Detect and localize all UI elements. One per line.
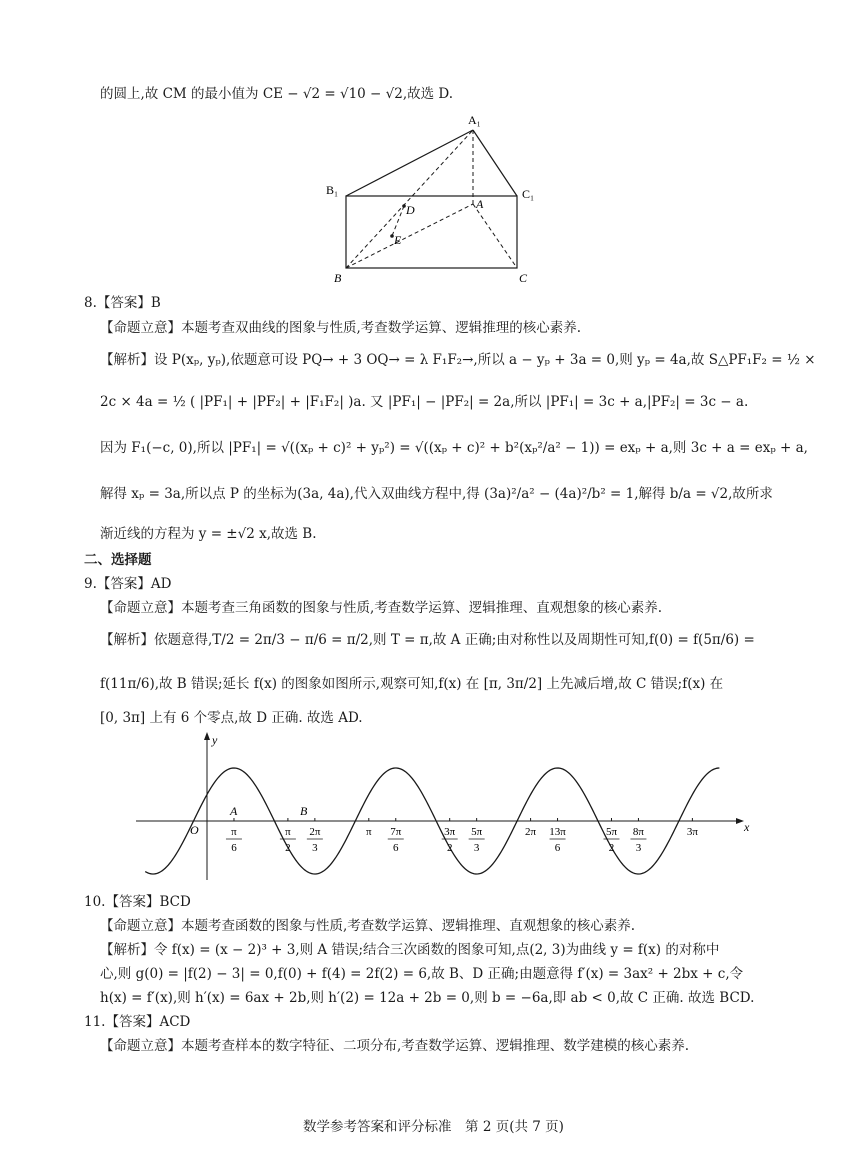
x-tick-label-num-7: 2π	[525, 826, 537, 838]
text-line-21: 【命题立意】本题考查样本的数字特征、二项分布,考查数学运算、逻辑推理、数学建模的核心素养.	[100, 1038, 690, 1054]
point-b-label: B	[300, 804, 308, 818]
x-tick-label-den-4: 6	[393, 842, 399, 854]
text-line-2: 8.【答案】B	[84, 295, 161, 311]
function-graph	[120, 730, 760, 885]
label-a: A	[476, 197, 484, 211]
x-tick-label-num-9: 5π	[605, 826, 618, 838]
text-line-12: 【解析】依题意得,T/2 = 2π/3 − π/6 = π/2,则 T = π,故 A 正确;由对称性以及周期性可知,f(0) = f(5π/6) =	[100, 632, 755, 648]
text-line-11: 【命题立意】本题考查三角函数的图象与性质,考查数学运算、逻辑推理、直观想象的核心素养.	[100, 600, 663, 616]
x-tick-label-den-8: 6	[554, 842, 561, 854]
text-line-8: 渐近线的方程为 y = ±√2 x,故选 B.	[100, 526, 317, 542]
x-axis-arrow-icon	[736, 818, 744, 824]
face-bb1c1c	[346, 196, 517, 268]
text-line-18: 心,则 g(0) = |f(2) − 3| = 0,f(0) + f(4) = 2f(2) = 6,故 B、D 正确;由题意得 f′(x) = 3ax² + 2bx + c,令	[100, 966, 744, 982]
edge-a1-c1	[473, 130, 517, 196]
label-d: D	[406, 203, 415, 217]
x-tick-label-den-1: 2	[285, 842, 291, 854]
x-tick-label-den-10: 3	[635, 842, 642, 854]
section-heading: 二、选择题	[84, 552, 152, 568]
text-line-15: 10.【答案】BCD	[84, 894, 191, 910]
text-line-7: 解得 xₚ = 3a,所以点 P 的坐标为(3a, 4a),代入双曲线方程中,得 (3a)²/a² − (4a)²/b² = 1,解得 b/a = √2,故所求	[100, 486, 773, 502]
text-line-16: 【命题立意】本题考查函数的图象与性质,考查数学运算、逻辑推理、直观想象的核心素养.	[100, 918, 636, 934]
text-line-4: 【解析】设 P(xₚ, yₚ),依题意可设 PQ→ + 3 OQ→ = λ F₁F₂→,所以 a − yₚ + 3a = 0,则 yₚ = 4a,故 S△PF₁F₂ = ½ ×	[100, 352, 816, 368]
text-line-1: 的圆上,故 CM 的最小值为 CE − √2 = √10 − √2,故选 D.	[100, 86, 454, 102]
prism-figure	[320, 110, 550, 290]
text-line-17: 【解析】令 f(x) = (x − 2)³ + 3,则 A 错误;结合三次函数的图象可知,点(2, 3)为曲线 y = f(x) 的对称中	[100, 942, 720, 958]
text-line-5: 2c × 4a = ½ ( |PF₁| + |PF₂| + |F₁F₂| )a. 又 |PF₁| − |PF₂| = 2a,所以 |PF₁| = 3c + a,|PF₂| = 3c − a.	[100, 394, 749, 410]
x-axis-label: x	[744, 820, 750, 834]
segment-d-e	[392, 206, 404, 236]
x-tick-label-den-5: 2	[446, 842, 453, 854]
x-tick-label-num-1: π	[285, 826, 291, 838]
edge-b-a1	[346, 130, 473, 268]
x-tick-label-den-2: 3	[312, 842, 318, 854]
text-line-20: 11.【答案】ACD	[84, 1014, 191, 1030]
x-tick-label-num-6: 5π	[471, 826, 483, 838]
label-b1: B₁	[326, 183, 339, 197]
text-line-10: 9.【答案】AD	[84, 576, 172, 592]
label-a1: A₁	[468, 113, 481, 127]
y-axis-arrow-icon	[204, 732, 210, 740]
text-line-3: 【命题立意】本题考查双曲线的图象与性质,考查数学运算、逻辑推理的核心素养.	[100, 320, 582, 336]
text-line-13: f(11π/6),故 B 错误;延长 f(x) 的图象如图所示,观察可知,f(x) 在 [π, 3π/2] 上先减后增,故 C 错误;f(x) 在	[100, 676, 724, 692]
label-c1: C₁	[522, 187, 535, 201]
point-a-label: A	[230, 804, 238, 818]
edge-a-c	[473, 204, 517, 268]
x-tick-label-den-0: 6	[231, 842, 237, 854]
edge-b1-a1	[346, 130, 473, 196]
x-tick-label-num-0: π	[231, 826, 237, 838]
text-line-6: 因为 F₁(−c, 0),所以 |PF₁| = √((xₚ + c)² + yₚ²) = √((xₚ + c)² + b²(xₚ²/a² − 1)) = exₚ + a,则 3c + a = exₚ + a,	[100, 440, 808, 456]
text-line-19: h(x) = f′(x),则 h′(x) = 6ax + 2b,则 h′(2) = 12a + 2b = 0,则 b = −6a,即 ab < 0,故 C 正确. 故选 BCD.	[100, 990, 755, 1006]
x-tick-label-num-4: 7π	[390, 826, 402, 838]
x-tick-label-num-10: 8π	[632, 826, 644, 838]
y-axis-label: y	[212, 733, 218, 747]
x-tick-label-num-5: 3π	[444, 826, 456, 838]
x-tick-label-num-3: π	[366, 826, 372, 838]
text-line-14: [0, 3π] 上有 6 个零点,故 D 正确. 故选 AD.	[100, 710, 363, 726]
origin-label: O	[190, 823, 199, 837]
page-footer: 数学参考答案和评分标准 第 2 页(共 7 页)	[303, 1119, 564, 1135]
label-c: C	[519, 271, 528, 285]
x-tick-label-num-2: 2π	[309, 826, 321, 838]
x-tick-label-num-11: 3π	[686, 826, 698, 838]
x-tick-label-den-6: 3	[473, 842, 480, 854]
x-tick-label-den-9: 2	[608, 842, 615, 854]
label-b: B	[334, 271, 342, 285]
x-tick-label-num-8: 13π	[549, 826, 566, 838]
label-e: E	[394, 233, 402, 247]
